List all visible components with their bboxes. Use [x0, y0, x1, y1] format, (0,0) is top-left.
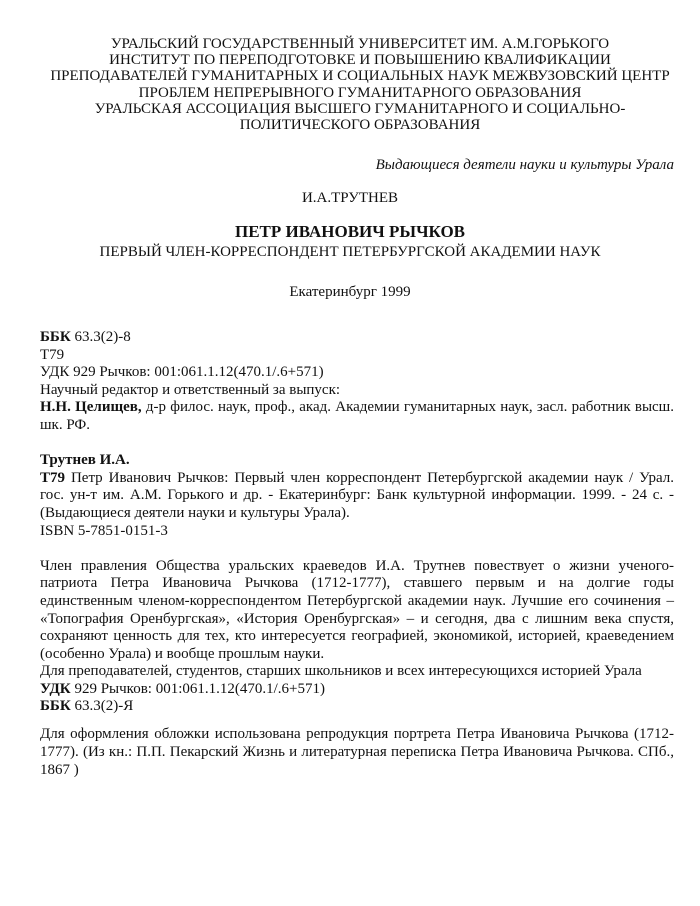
- catalog-description: Петр Иванович Рычков: Первый член корреспондент Петербургской академии наук / Урал. гос. ун-т им. А.М. Горького и др. - Екатеринбург: Банк культурной информации. 1999. - 24 с. - (Выдающиеся деятели науки и культуры Урала).: [40, 469, 674, 521]
- bibliographic-block: [40, 329, 674, 716]
- header-line: ПРЕПОДАВАТЕЛЕЙ ГУМАНИТАРНЫХ И СОЦИАЛЬНЫХ НАУК МЕЖВУЗОВСКИЙ ЦЕНТР: [50, 68, 670, 85]
- audience-note: Для преподавателей, студентов, старших школьников и всех интересующихся историей Урала: [40, 663, 642, 680]
- editor-info: [40, 399, 674, 434]
- catalog-author: Трутнев И.А.: [40, 452, 130, 469]
- header-line: ПРОБЛЕМ НЕПРЕРЫВНОГО ГУМАНИТАРНОГО ОБРАЗОВАНИЯ: [138, 84, 582, 101]
- catalog-entry: [40, 470, 674, 523]
- city-year: Екатеринбург 1999: [289, 284, 411, 300]
- header-line: УРАЛЬСКИЙ ГОСУДАРСТВЕННЫЙ УНИВЕРСИТЕТ ИМ. А.М.ГОРЬКОГО: [110, 36, 610, 52]
- udk-line: УДК 929 Рычков: 001:061.1.12(470.1/.6+571): [40, 364, 324, 381]
- bbk-line: [40, 329, 674, 347]
- institution-header: [0, 36, 700, 133]
- t79-line: Т79: [40, 346, 65, 363]
- bbk-value: 63.3(2)-Я: [70, 698, 134, 715]
- annotation-text: Член правления Общества уральских краеведов И.А. Трутнев повествует о жизни ученого-патриота Петра Ивановича Рычкова (1712-1777), ставшего первым и на долгие годы единственным членом-корреспондентом Петербургской академии наук. Лучшие его сочинения – «Топография Оренбургская», «История Оренбургская» – и сегодня, два с лишним века спустя, сохраняют ценность для тех, кто интересуется географией, экономикой, историей, краеведением (особенно Урала) и вообще прошлым науки.: [40, 557, 674, 662]
- catalog-code: Т79: [40, 469, 66, 486]
- annotation-udk-line: [40, 681, 674, 699]
- header-line: УРАЛЬСКАЯ АССОЦИАЦИЯ ВЫСШЕГО ГУМАНИТАРНОГО И СОЦИАЛЬНО-: [94, 100, 626, 117]
- series-name: Выдающиеся деятели науки и культуры Урала: [375, 157, 674, 173]
- editor-name: Н.Н. Целищев,: [40, 399, 142, 416]
- cover-note: Для оформления обложки использована репродукция портрета Петра Ивановича Рычкова (1712-1777). (Из кн.: П.П. Пекарский Жизнь и литературная переписка Петра Ивановича Рычкова. СПб., 1867 ): [40, 726, 674, 778]
- bbk-label: ББК: [40, 698, 71, 715]
- header-line: ИНСТИТУТ ПО ПЕРЕПОДГОТОВКЕ И ПОВЫШЕНИЮ КВАЛИФИКАЦИИ: [109, 52, 611, 69]
- udk-label: УДК: [40, 680, 71, 697]
- author-name: И.А.ТРУТНЕВ: [301, 190, 399, 206]
- editor-label: Научный редактор и ответственный за выпуск:: [40, 381, 341, 398]
- udk-value: 929 Рычков: 001:061.1.12(470.1/.6+571): [70, 680, 325, 697]
- book-title: ПЕТР ИВАНОВИЧ РЫЧКОВ: [234, 222, 466, 241]
- bbk-value: 63.3(2)-8: [70, 329, 131, 345]
- isbn: ISBN 5-7851-0151-3: [40, 522, 168, 539]
- editor-details: д-р филос. наук, проф., акад. Академии гуманитарных наук, засл. работник высш. шк. РФ.: [40, 399, 674, 433]
- header-line: ПОЛИТИЧЕСКОГО ОБРАЗОВАНИЯ: [239, 117, 481, 134]
- annotation-bbk-line: [40, 698, 674, 716]
- book-subtitle: ПЕРВЫЙ ЧЛЕН-КОРРЕСПОНДЕНТ ПЕТЕРБУРГСКОЙ АКАДЕМИИ НАУК: [99, 244, 601, 260]
- bbk-label: ББК: [40, 329, 71, 345]
- catalog-author-heading: [40, 452, 674, 470]
